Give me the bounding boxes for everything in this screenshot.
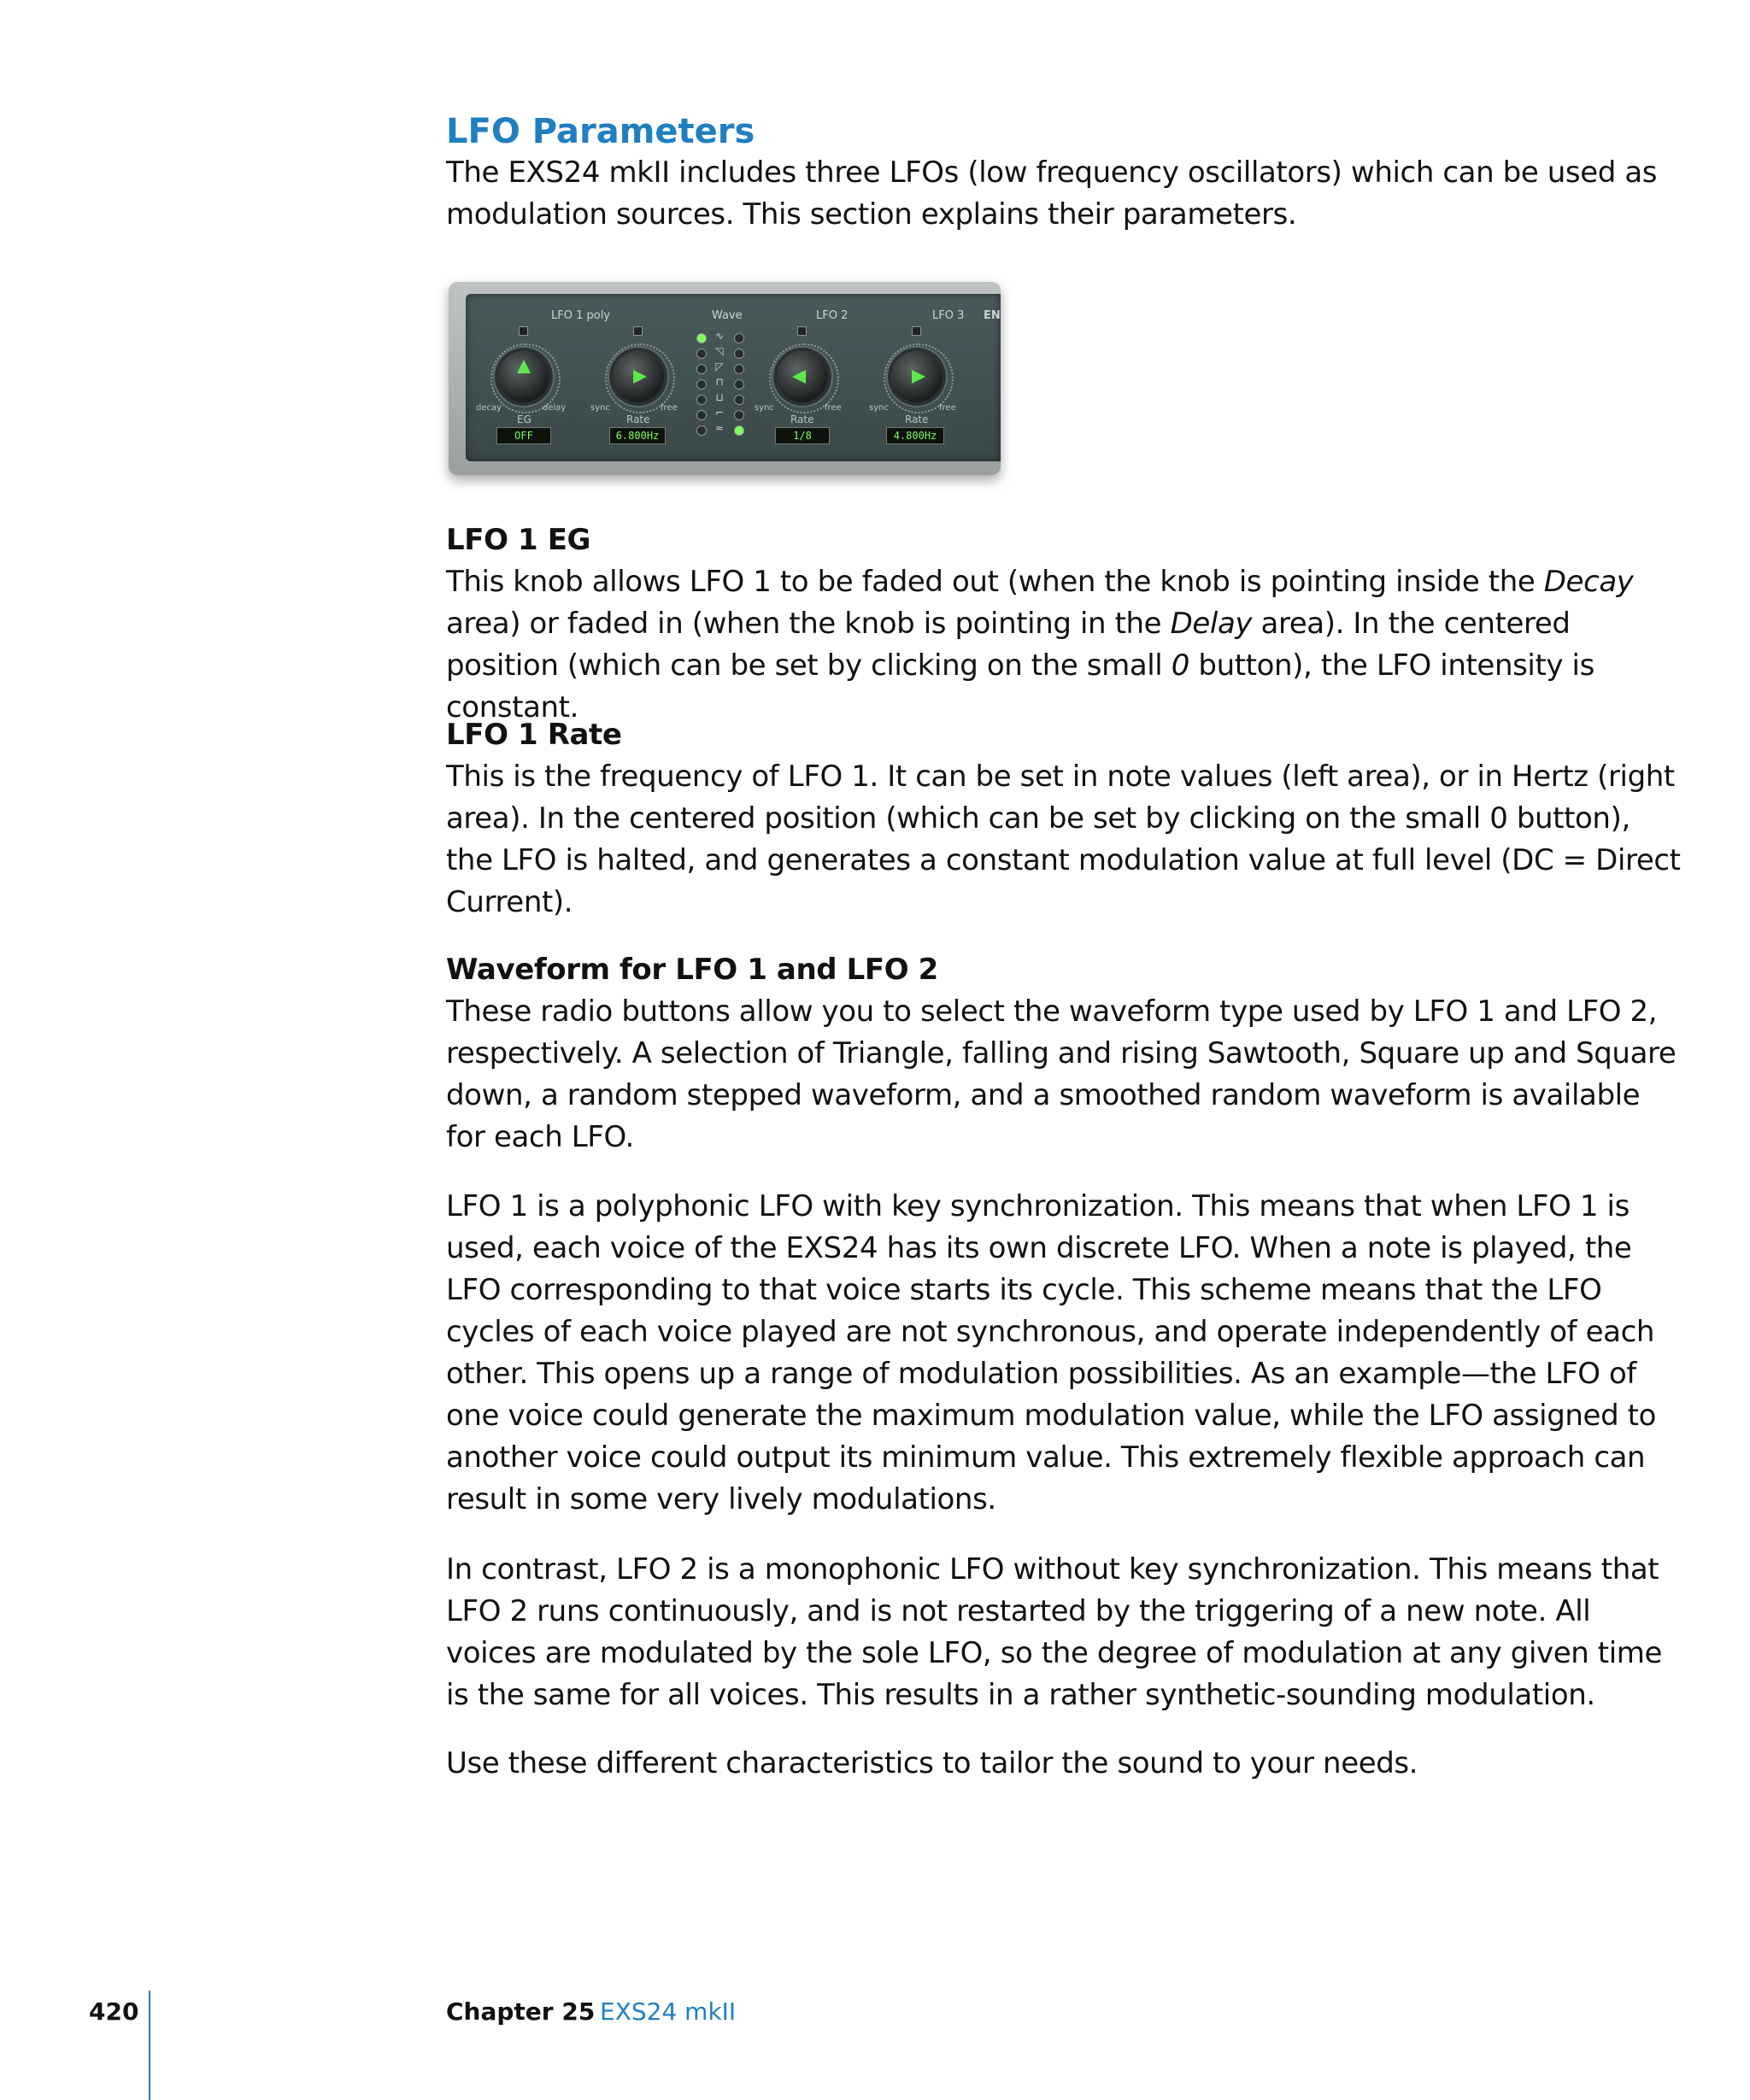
eg-body-text: button), the LFO intensity is constant. bbox=[446, 648, 1594, 724]
random-stepped-icon: ⌐ bbox=[714, 407, 725, 419]
lfo2-wave-radio[interactable] bbox=[734, 349, 744, 359]
lfo3-rate-name: Rate bbox=[905, 414, 929, 425]
eg-body-italic: Delay bbox=[1170, 607, 1253, 641]
section-lfo1-eg bbox=[446, 519, 1685, 729]
lfo1-wave-radio[interactable] bbox=[696, 395, 707, 405]
section-waveform bbox=[446, 949, 1685, 1159]
lfo1-wave-radio[interactable] bbox=[696, 364, 707, 374]
eg-zero-button[interactable] bbox=[519, 326, 528, 336]
lfo2-title: LFO 2 bbox=[816, 309, 849, 322]
lfo2-wave-radio[interactable] bbox=[734, 395, 744, 405]
section-body: This is the frequency of LFO 1. It can be set in note values (left area), or in Hertz (right area). In the centered position (which can be set by clicking on the small 0 button), the LFO is halted, and generates a constant modulation value at full level (DC = Direct Current). bbox=[446, 760, 1681, 919]
paragraph-lfo2-mono: In contrast, LFO 2 is a monophonic LFO without key synchronization. This means that LFO 2 runs continuously, and is not restarted by the triggering of a new note. All voices are modulated by the sole LFO, so the degree of modulation at any given time is the same for all voices. This results in a rather synthetic-sounding modulation. bbox=[446, 1552, 1663, 1712]
lfo3-sync-label: sync bbox=[869, 403, 889, 413]
eg-knob-name: EG bbox=[517, 414, 531, 425]
eg-delay-label: delay bbox=[543, 403, 567, 413]
page-number: 420 bbox=[89, 1997, 139, 2026]
eg-body-italic: Decay bbox=[1543, 565, 1634, 599]
lfo1-wave-radio[interactable] bbox=[696, 349, 707, 359]
square-up-icon: ⊓ bbox=[715, 376, 724, 388]
panel-edge-label: EN bbox=[984, 309, 1001, 322]
triangle-wave-icon: ∿ bbox=[714, 330, 725, 342]
section-heading: LFO 1 Rate bbox=[446, 718, 622, 752]
footer-chapter-name: EXS24 mkII bbox=[600, 1997, 737, 2026]
lfo1-rate-display: 6.800Hz bbox=[609, 427, 666, 444]
lfo2-sync-label: sync bbox=[755, 403, 774, 413]
lfo2-wave-radio[interactable] bbox=[734, 410, 744, 420]
lfo2-rate-name: Rate bbox=[790, 414, 814, 425]
lfo3-rate-zero-button[interactable] bbox=[912, 326, 921, 336]
lfo3-title: LFO 3 bbox=[932, 309, 965, 322]
intro-paragraph: The EXS24 mkII includes three LFOs (low frequency oscillators) which can be used as modulation sources. This section explains their parameters. bbox=[446, 155, 1658, 232]
lfo2-wave-radio[interactable] bbox=[734, 333, 744, 343]
footer-divider bbox=[149, 1991, 150, 2100]
lfo1-rate-knob[interactable] bbox=[613, 351, 664, 402]
lfo3-rate-knob[interactable] bbox=[891, 351, 943, 402]
lfo-panel-image bbox=[449, 282, 1001, 475]
section-body: These radio buttons allow you to select the waveform type used by LFO 1 and LFO 2, respectively. A selection of Triangle, falling and rising Sawtooth, Square up and Square down, a random stepped waveform, and a smoothed random waveform is available for each LFO. bbox=[446, 994, 1677, 1154]
section-heading: Waveform for LFO 1 and LFO 2 bbox=[446, 953, 938, 987]
sawtooth-falling-icon: ◹ bbox=[715, 345, 724, 357]
random-smooth-icon: ≈ bbox=[714, 422, 725, 434]
lfo1-wave-radio[interactable] bbox=[696, 410, 707, 420]
lfo1-wave-radio[interactable] bbox=[696, 425, 707, 436]
lfo2-rate-display: 1/8 bbox=[775, 427, 830, 444]
lfo2-wave-radio[interactable] bbox=[734, 364, 744, 374]
lfo2-free-label: free bbox=[825, 403, 842, 413]
lfo2-rate-knob[interactable] bbox=[777, 351, 828, 402]
eg-body-italic: 0 bbox=[1171, 648, 1189, 683]
lfo1-wave-radio[interactable] bbox=[696, 379, 707, 390]
paragraph-closing: Use these different characteristics to tailor the sound to your needs. bbox=[446, 1746, 1418, 1780]
lfo1-free-label: free bbox=[661, 403, 678, 413]
lfo1-sync-label: sync bbox=[590, 403, 610, 413]
lfo2-rate-zero-button[interactable] bbox=[797, 326, 807, 336]
page-title: LFO Parameters bbox=[446, 112, 755, 151]
footer-chapter: Chapter 25 bbox=[446, 1997, 596, 2026]
square-down-icon: ⊔ bbox=[715, 391, 724, 403]
eg-body-text: area). In the centered position (which can be set by clicking on the small bbox=[446, 607, 1571, 683]
lfo-panel-face bbox=[466, 294, 1001, 461]
paragraph-lfo1-poly: LFO 1 is a polyphonic LFO with key synchronization. This means that when LFO 1 is used, each voice of the EXS24 has its own discrete LFO. When a note is played, the LFO corresponding to that voice starts its cycle. This scheme means that the LFO cycles of each voice played are not synchronous, and operate independently of each other. This opens up a range of modulation possibilities. As an example—the LFO of one voice could generate the maximum modulation value, while the LFO assigned to another voice could output its minimum value. This extremely flexible approach can result in some very lively modulations. bbox=[446, 1189, 1656, 1516]
lfo1-rate-zero-button[interactable] bbox=[633, 326, 643, 336]
section-body bbox=[446, 561, 1685, 729]
wave-title: Wave bbox=[712, 309, 743, 322]
section-lfo1-rate bbox=[446, 714, 1685, 924]
lfo1-wave-radio[interactable] bbox=[696, 333, 707, 343]
eg-body-text: area) or faded in (when the knob is pointing in the bbox=[446, 607, 1171, 641]
section-heading: LFO 1 EG bbox=[446, 523, 591, 557]
lfo2-wave-radio[interactable] bbox=[734, 379, 744, 390]
eg-display: OFF bbox=[496, 427, 551, 444]
eg-body-text: This knob allows LFO 1 to be faded out (when the knob is pointing inside the bbox=[446, 565, 1544, 599]
lfo3-free-label: free bbox=[939, 403, 956, 413]
lfo1-rate-name: Rate bbox=[626, 414, 650, 425]
sawtooth-rising-icon: ◸ bbox=[715, 361, 724, 372]
eg-decay-label: decay bbox=[476, 403, 502, 413]
lfo1-title: LFO 1 poly bbox=[551, 309, 610, 322]
lfo2-wave-radio[interactable] bbox=[734, 425, 744, 436]
eg-knob[interactable] bbox=[498, 351, 549, 402]
lfo3-rate-display: 4.800Hz bbox=[886, 427, 944, 444]
